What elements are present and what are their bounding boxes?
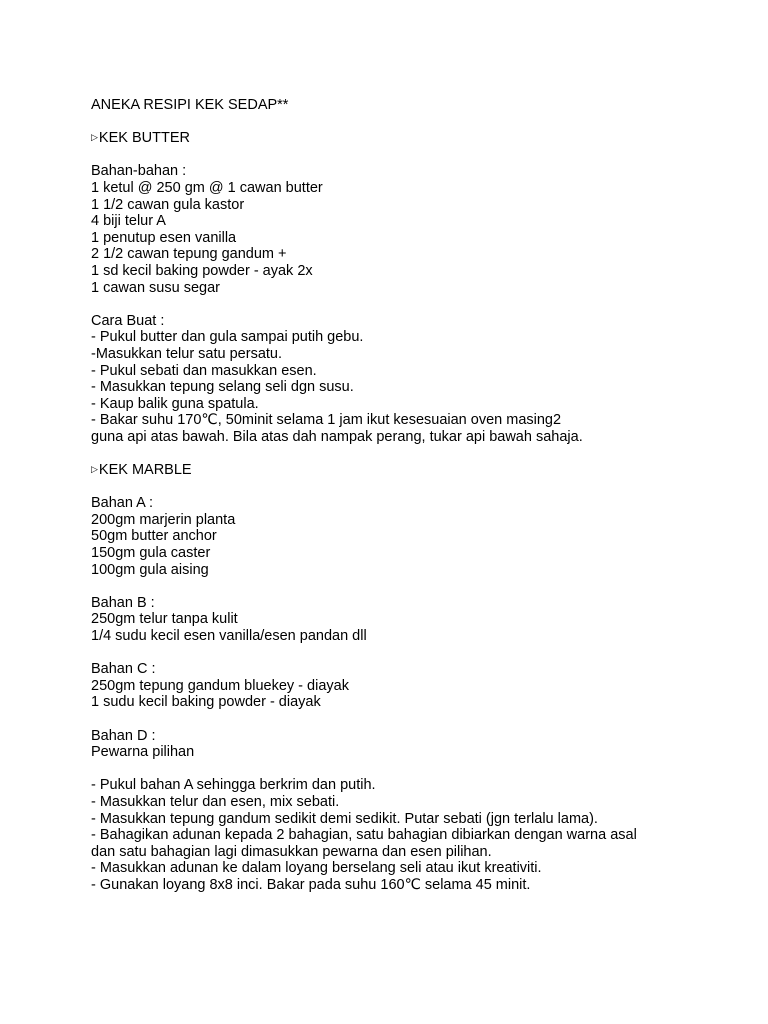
ingredient-item: 1 1/2 cawan gula kastor [91,196,245,213]
ingredient-item: 1 sudu kecil baking powder - diayak [91,694,321,711]
spacer [91,479,751,496]
ingredient-group-label: Bahan C : [91,661,156,678]
ingredient-item: 2 1/2 cawan tepung gandum + [91,246,287,263]
spacer [91,711,751,728]
ingredient-item: 1 sd kecil baking powder - ayak 2x [91,262,313,279]
ingredient-item: 50gm butter anchor [91,528,217,545]
ingredient-item: 1 ketul @ 250 gm @ 1 cawan butter [91,179,323,196]
method-step: - Pukul bahan A sehingga berkrim dan putih. [91,777,376,794]
section-heading-kek-marble [91,462,751,479]
ingredient-item: 250gm telur tanpa kulit [91,611,238,628]
ingredient-group-label: Bahan D : [91,727,156,744]
spacer [91,147,751,164]
spacer [91,761,751,778]
ingredient-item: 100gm gula aising [91,561,209,578]
ingredient-item: 1 cawan susu segar [91,279,220,296]
document-title: ANEKA RESIPI KEK SEDAP** [91,97,289,113]
section-heading-text: KEK MARBLE [98,462,192,479]
ingredient-group-label: Bahan B : [91,594,155,611]
method-label: Cara Buat : [91,312,165,329]
ingredient-item: 200gm marjerin planta [91,511,236,528]
ingredient-item: 1 penutup esen vanilla [91,229,237,246]
recipe-document [91,97,751,894]
method-step: -Masukkan telur satu persatu. [91,345,283,362]
ingredient-item: 1/4 sudu kecil esen vanilla/esen pandan dll [91,628,367,644]
method-step: - Gunakan loyang 8x8 inci. Bakar pada suhu 160℃ selama 45 minit. [91,876,531,893]
ingredient-item: 250gm tepung gandum bluekey - diayak [91,677,349,694]
ingredient-item: 150gm gula caster [91,545,211,562]
spacer [91,645,751,662]
method-step: - Pukul sebati dan masukkan esen. [91,362,317,379]
method-step: - Masukkan telur dan esen, mix sebati. [91,793,340,810]
method-step: - Masukkan adunan ke dalam loyang berselang seli atau ikut kreativiti. [91,860,542,877]
method-step: - Masukkan tepung gandum sedikit demi sedikit. Putar sebati (jgn terlalu lama). [91,810,598,827]
ingredient-group-label: Bahan A : [91,495,154,512]
method-step: - Bakar suhu 170℃, 50minit selama 1 jam ikut kesesuaian oven masing2 [91,412,562,429]
method-step: - Masukkan tepung selang seli dgn susu. [91,379,354,396]
ingredient-item: Pewarna pilihan [91,744,195,761]
triangle-right-outline-icon: ▷ [91,464,98,475]
method-step: guna api atas bawah. Bila atas dah nampak perang, tukar api bawah sahaja. [91,428,583,445]
method-step: dan satu bahagian lagi dimasukkan pewarna dan esen pilihan. [91,843,492,860]
spacer [91,445,751,462]
method-step: - Bahagikan adunan kepada 2 bahagian, satu bahagian dibiarkan dengan warna asal [91,827,637,844]
section-heading-text: KEK BUTTER [98,130,190,147]
ingredient-item: 4 biji telur A [91,213,166,230]
spacer [91,114,751,131]
method-step: - Kaup balik guna spatula. [91,395,259,412]
triangle-right-outline-icon: ▷ [91,132,98,143]
spacer [91,578,751,595]
section-heading-kek-butter [91,130,751,147]
ingredients-label: Bahan-bahan : [91,163,187,180]
method-step: - Pukul butter dan gula sampai putih gebu. [91,329,364,346]
spacer [91,296,751,313]
